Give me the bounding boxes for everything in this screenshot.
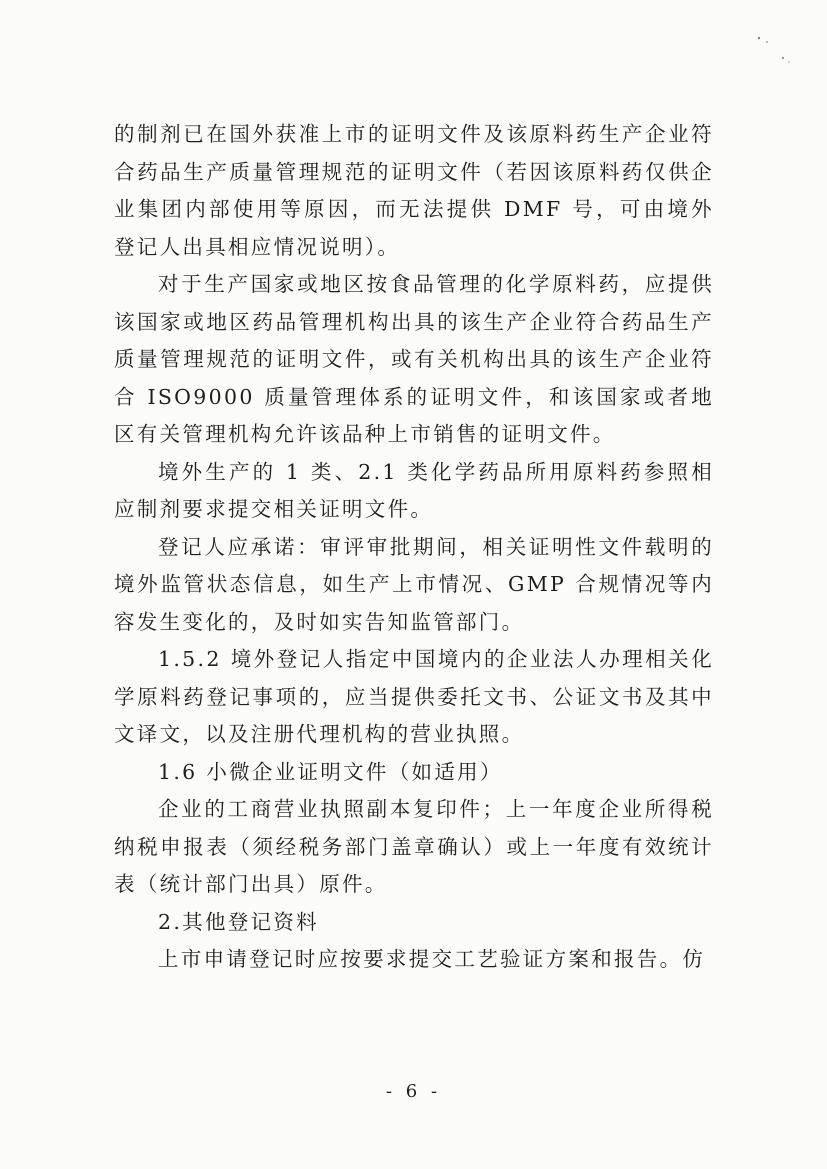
paragraph-process-validation: 上市申请登记时应按要求提交工艺验证方案和报告。仿	[158, 947, 706, 971]
section-heading-1-6: 1.6 小微企业证明文件（如适用）	[158, 759, 503, 784]
paragraph-section-1-5-2: 1.5.2 境外登记人指定中国境内的企业法人办理相关化学原料药登记事项的，应当提供委托文书、公证文书及其中文译文，以及注册代理机构的营业执照。	[114, 647, 714, 746]
paragraph-class1-api: 境外生产的 1 类、2.1 类化学药品所用原料药参照相应制剂要求提交相关证明文件。	[114, 459, 714, 521]
paragraph-small-enterprise-docs: 企业的工商营业执照副本复印件；上一年度企业所得税纳税申报表（须经税务部门盖章确认）或上一年度有效统计表（统计部门出具）原件。	[114, 797, 714, 896]
paragraph-continuation: 的制剂已在国外获准上市的证明文件及该原料药生产企业符合药品生产质量管理规范的证明文件（若因该原料药仅供企业集团内部使用等原因，而无法提供 DMF 号，可由境外登记人出具相应情况说明）。	[114, 122, 714, 259]
body-text	[114, 116, 714, 979]
page-number: - 6 -	[385, 1081, 442, 1102]
section-heading-2: 2.其他登记资料	[158, 909, 319, 934]
scan-speck-marks	[737, 30, 797, 70]
paragraph-registrant-commitment: 登记人应承诺：审评审批期间，相关证明性文件载明的境外监管状态信息，如生产上市情况、GMP 合规情况等内容发生变化的，及时如实告知监管部门。	[114, 534, 714, 634]
paragraph-food-managed-api: 对于生产国家或地区按食品管理的化学原料药，应提供该国家或地区药品管理机构出具的该生产企业符合药品生产质量管理规范的证明文件，或有关机构出具的该生产企业符合 ISO9000 质量管理体系的证明文件，和该国家或者地区有关管理机构允许该品种上市销售的证明文件。	[114, 272, 714, 446]
